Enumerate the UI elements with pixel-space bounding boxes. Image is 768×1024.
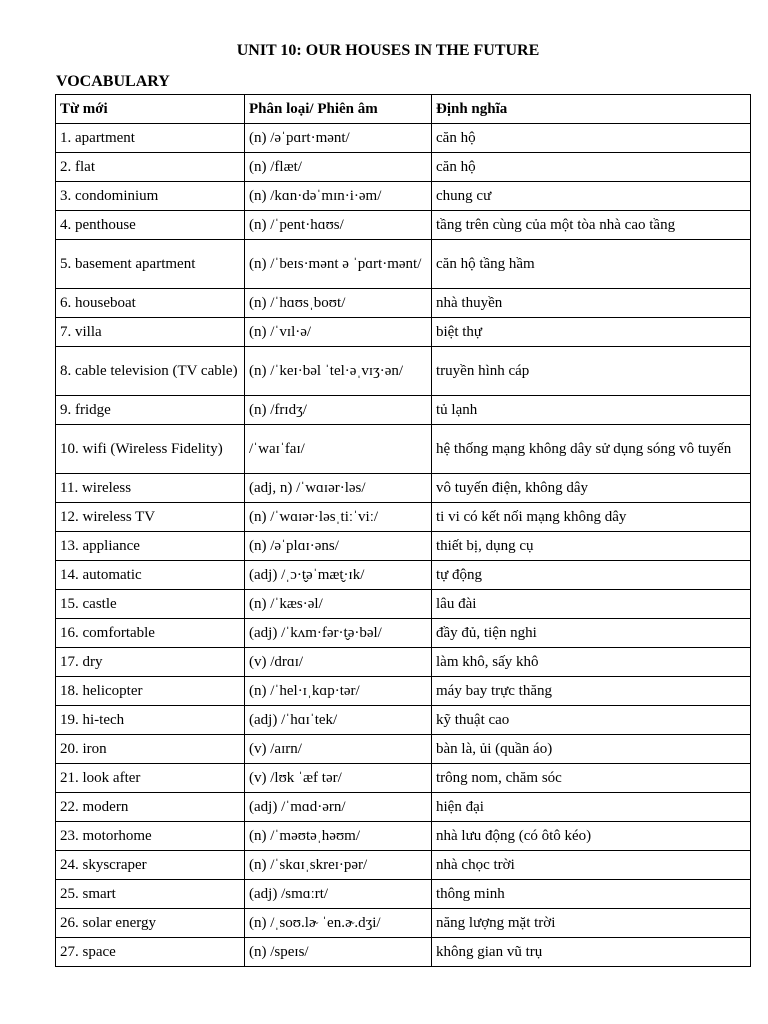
vocab-word-cell: 7. villa — [56, 318, 245, 347]
meaning-cell: vô tuyến điện, không dây — [432, 474, 751, 503]
phonetic-cell: (n) /speɪs/ — [245, 938, 432, 967]
phonetic-cell: (n) /əˈplɑɪ·əns/ — [245, 532, 432, 561]
table-row — [56, 851, 751, 880]
vocab-word-cell: 21. look after — [56, 764, 245, 793]
meaning-cell: đầy đủ, tiện nghi — [432, 619, 751, 648]
phonetic-cell: (n) /ˈpent·hɑʊs/ — [245, 211, 432, 240]
vocab-word-cell: 15. castle — [56, 590, 245, 619]
meaning-cell: nhà lưu động (có ôtô kéo) — [432, 822, 751, 851]
meaning-cell: thiết bị, dụng cụ — [432, 532, 751, 561]
vocab-word-cell: 20. iron — [56, 735, 245, 764]
meaning-cell: thông minh — [432, 880, 751, 909]
vocab-word-cell: 5. basement apartment — [56, 240, 245, 289]
phonetic-cell: (n) /ˈhɑʊsˌboʊt/ — [245, 289, 432, 318]
meaning-cell: nhà chọc trời — [432, 851, 751, 880]
table-row — [56, 735, 751, 764]
vocab-word-cell: 22. modern — [56, 793, 245, 822]
phonetic-cell: (n) /frɪdʒ/ — [245, 396, 432, 425]
table-row — [56, 590, 751, 619]
vocab-word-cell: 14. automatic — [56, 561, 245, 590]
phonetic-cell: (n) /ˈwɑɪər·ləsˌtiːˈviː/ — [245, 503, 432, 532]
table-row — [56, 532, 751, 561]
phonetic-cell: (n) /ˈkæs·əl/ — [245, 590, 432, 619]
meaning-cell: tầng trên cùng của một tòa nhà cao tầng — [432, 211, 751, 240]
table-row — [56, 909, 751, 938]
phonetic-cell: (n) /ˌsoʊ.lɚ ˈen.ɚ.dʒi/ — [245, 909, 432, 938]
vocab-word-cell: 8. cable television (TV cable) — [56, 347, 245, 396]
table-row — [56, 347, 751, 396]
vocab-word-cell: 1. apartment — [56, 124, 245, 153]
table-row — [56, 182, 751, 211]
table-row — [56, 211, 751, 240]
vocab-word-cell: 17. dry — [56, 648, 245, 677]
table-row — [56, 153, 751, 182]
vocab-word-cell: 24. skyscraper — [56, 851, 245, 880]
vocab-word-cell: 6. houseboat — [56, 289, 245, 318]
meaning-cell: ti vi có kết nối mạng không dây — [432, 503, 751, 532]
table-row — [56, 822, 751, 851]
table-row — [56, 561, 751, 590]
document-title: UNIT 10: OUR HOUSES IN THE FUTURE — [236, 42, 540, 59]
meaning-cell: truyền hình cáp — [432, 347, 751, 396]
phonetic-cell: (adj) /ˈkʌm·fər·t̬ə·bəl/ — [245, 619, 432, 648]
vocab-word-cell: 13. appliance — [56, 532, 245, 561]
header-phonetic: Phân loại/ Phiên âm — [245, 95, 432, 124]
header-meaning: Định nghĩa — [432, 95, 751, 124]
phonetic-cell: (adj) /smɑːrt/ — [245, 880, 432, 909]
phonetic-cell: (v) /aɪrn/ — [245, 735, 432, 764]
table-row — [56, 289, 751, 318]
phonetic-cell: (adj) /ˈmɑd·ərn/ — [245, 793, 432, 822]
meaning-cell: bàn là, ủi (quần áo) — [432, 735, 751, 764]
meaning-cell: kỹ thuật cao — [432, 706, 751, 735]
phonetic-cell: (adj, n) /ˈwɑɪər·ləs/ — [245, 474, 432, 503]
table-row — [56, 938, 751, 967]
table-row — [56, 474, 751, 503]
table-header-row — [56, 95, 751, 124]
table-row — [56, 880, 751, 909]
meaning-cell: căn hộ — [432, 124, 751, 153]
phonetic-cell: (n) /ˈməʊtəˌhəʊm/ — [245, 822, 432, 851]
vocab-word-cell: 16. comfortable — [56, 619, 245, 648]
vocab-word-cell: 4. penthouse — [56, 211, 245, 240]
vocabulary-table — [55, 94, 751, 967]
phonetic-cell: (n) /ˈbeɪs·mənt ə ˈpɑrt·mənt/ — [245, 240, 432, 289]
phonetic-cell: (n) /kɑn·dəˈmɪn·i·əm/ — [245, 182, 432, 211]
meaning-cell: hiện đại — [432, 793, 751, 822]
phonetic-cell: (n) /əˈpɑrt·mənt/ — [245, 124, 432, 153]
table-row — [56, 318, 751, 347]
phonetic-cell: (n) /ˈkeɪ·bəl ˈtel·əˌvɪʒ·ən/ — [245, 347, 432, 396]
vocab-word-cell: 12. wireless TV — [56, 503, 245, 532]
vocab-word-cell: 11. wireless — [56, 474, 245, 503]
vocab-word-cell: 19. hi-tech — [56, 706, 245, 735]
table-row — [56, 648, 751, 677]
phonetic-cell: /ˈwaɪˈfaɪ/ — [245, 425, 432, 474]
vocab-word-cell: 3. condominium — [56, 182, 245, 211]
phonetic-cell: (n) /flæt/ — [245, 153, 432, 182]
meaning-cell: hệ thống mạng không dây sử dụng sóng vô tuyến — [432, 425, 751, 474]
meaning-cell: tủ lạnh — [432, 396, 751, 425]
phonetic-cell: (v) /lʊk ˈæf tər/ — [245, 764, 432, 793]
section-heading: VOCABULARY — [56, 73, 170, 90]
meaning-cell: máy bay trực thăng — [432, 677, 751, 706]
table-row — [56, 240, 751, 289]
phonetic-cell: (adj) /ˌɔ·t̬əˈmæt̬·ɪk/ — [245, 561, 432, 590]
table-row — [56, 677, 751, 706]
phonetic-cell: (adj) /ˈhɑɪˈtek/ — [245, 706, 432, 735]
vocab-word-cell: 9. fridge — [56, 396, 245, 425]
meaning-cell: lâu đài — [432, 590, 751, 619]
table-row — [56, 619, 751, 648]
meaning-cell: căn hộ tầng hầm — [432, 240, 751, 289]
header-word: Từ mới — [56, 95, 245, 124]
vocab-word-cell: 23. motorhome — [56, 822, 245, 851]
phonetic-cell: (n) /ˈhel·ɪˌkɑp·tər/ — [245, 677, 432, 706]
table-row — [56, 124, 751, 153]
meaning-cell: tự động — [432, 561, 751, 590]
vocab-word-cell: 18. helicopter — [56, 677, 245, 706]
meaning-cell: chung cư — [432, 182, 751, 211]
meaning-cell: biệt thự — [432, 318, 751, 347]
table-row — [56, 764, 751, 793]
vocab-word-cell: 2. flat — [56, 153, 245, 182]
meaning-cell: năng lượng mặt trời — [432, 909, 751, 938]
table-row — [56, 396, 751, 425]
meaning-cell: trông nom, chăm sóc — [432, 764, 751, 793]
table-row — [56, 425, 751, 474]
meaning-cell: làm khô, sấy khô — [432, 648, 751, 677]
phonetic-cell: (n) /ˈskɑɪˌskreɪ·pər/ — [245, 851, 432, 880]
table-body — [56, 124, 751, 967]
meaning-cell: không gian vũ trụ — [432, 938, 751, 967]
vocab-word-cell: 10. wifi (Wireless Fidelity) — [56, 425, 245, 474]
vocab-word-cell: 27. space — [56, 938, 245, 967]
vocab-word-cell: 25. smart — [56, 880, 245, 909]
meaning-cell: căn hộ — [432, 153, 751, 182]
phonetic-cell: (n) /ˈvɪl·ə/ — [245, 318, 432, 347]
table-row — [56, 793, 751, 822]
phonetic-cell: (v) /drɑɪ/ — [245, 648, 432, 677]
meaning-cell: nhà thuyền — [432, 289, 751, 318]
vocab-word-cell: 26. solar energy — [56, 909, 245, 938]
table-row — [56, 503, 751, 532]
table-row — [56, 706, 751, 735]
